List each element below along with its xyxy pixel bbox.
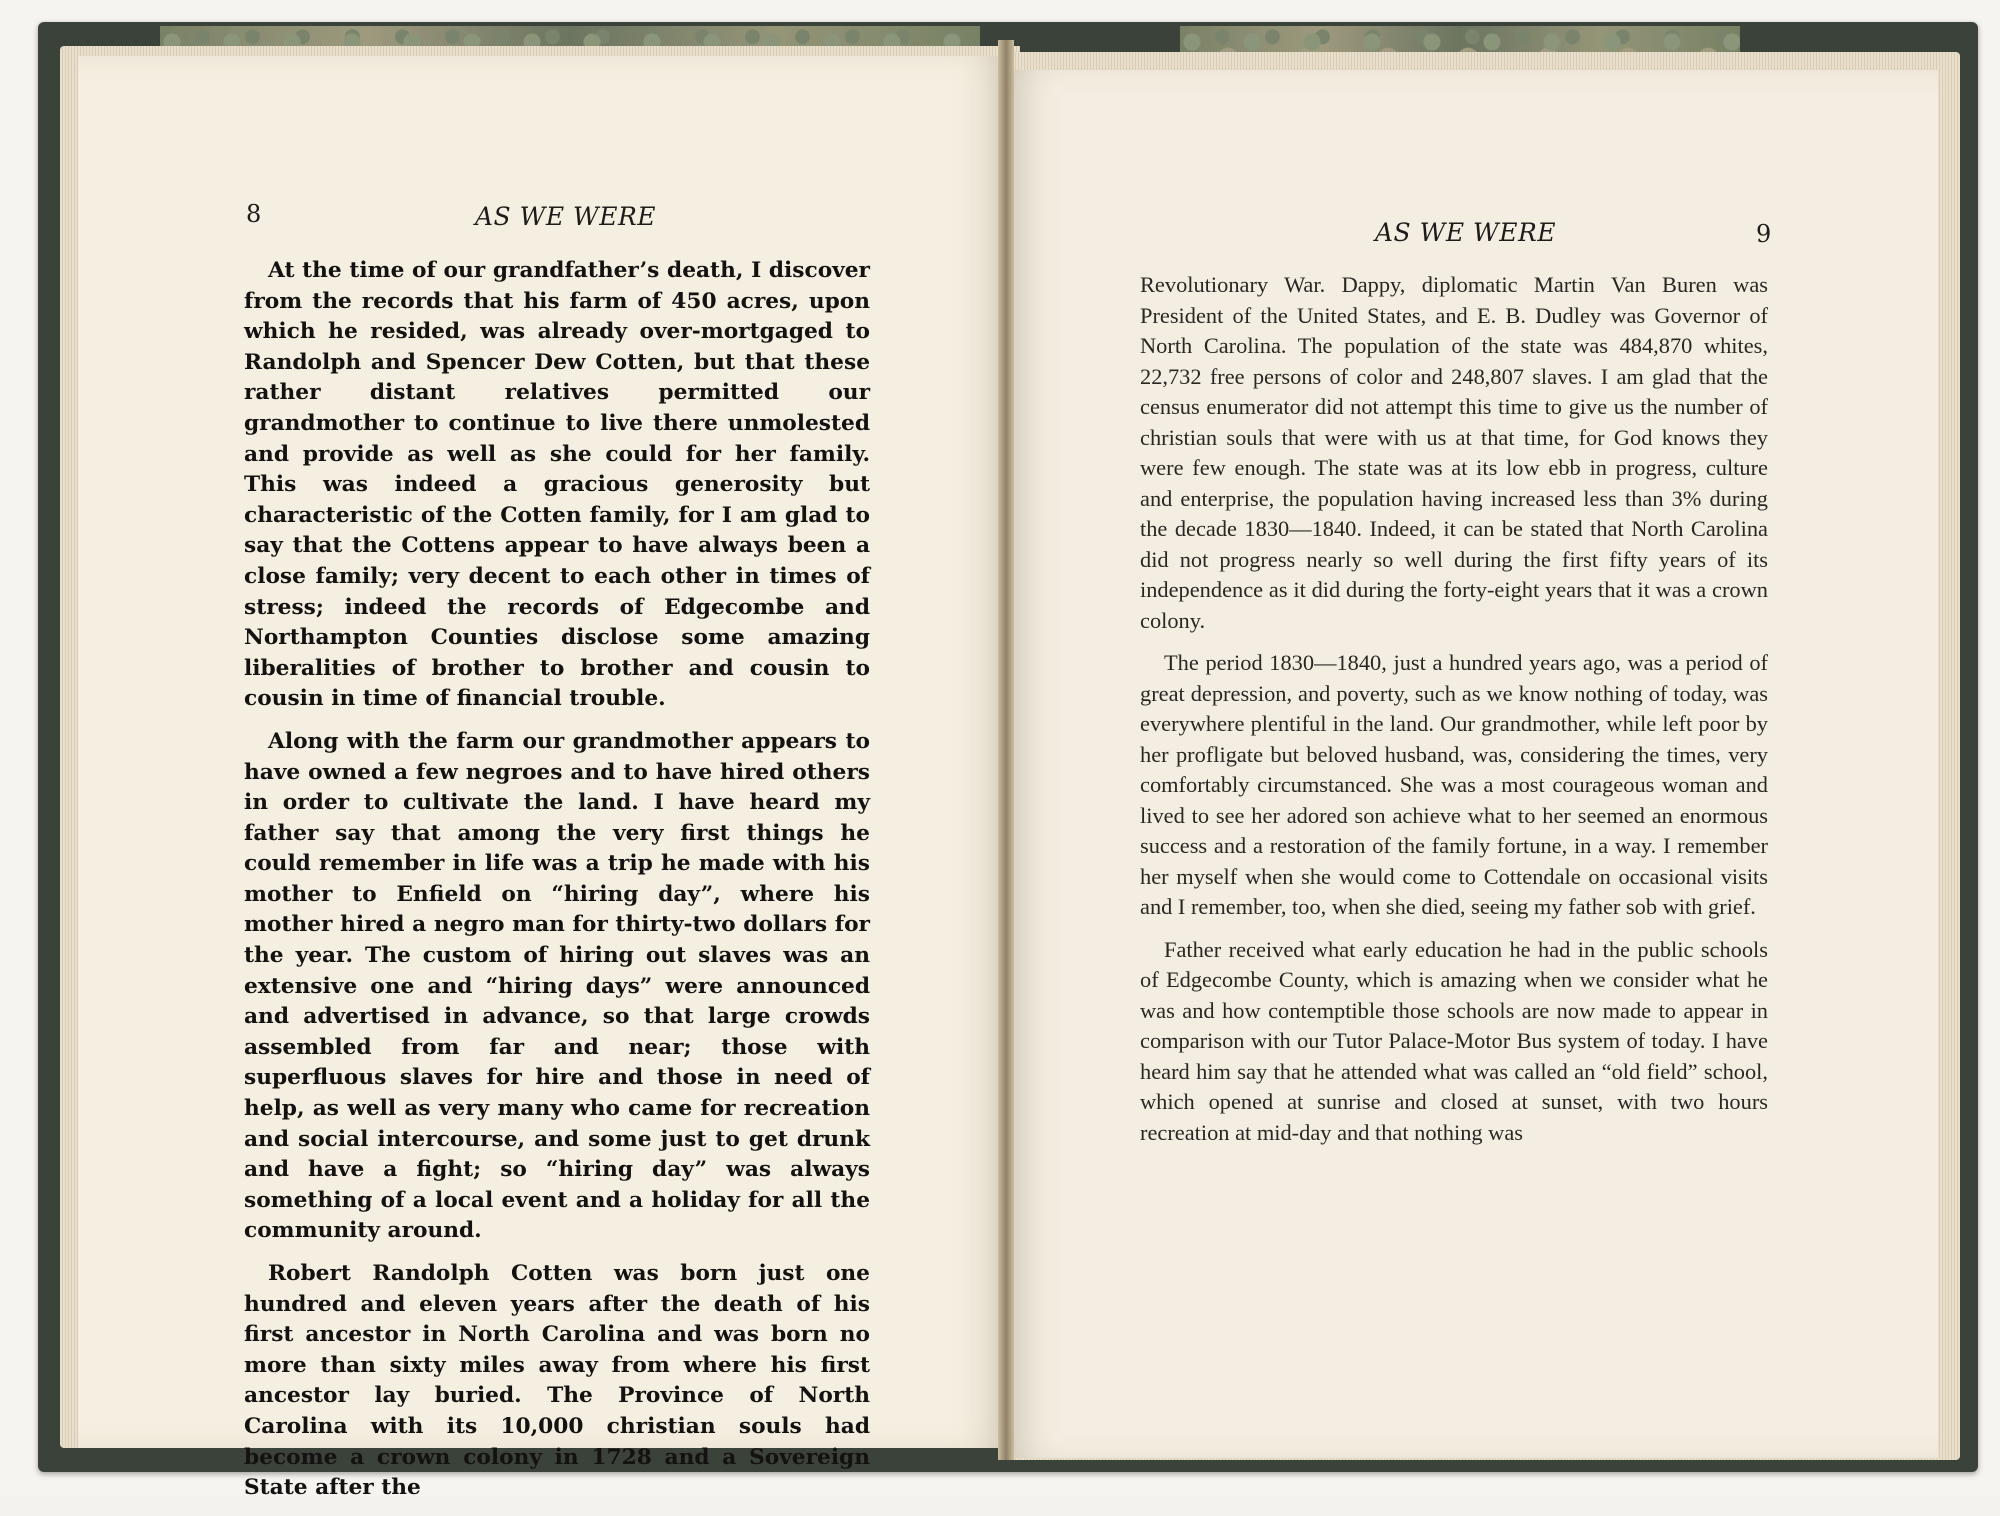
right-running-head: AS WE WERE (1375, 218, 1557, 247)
left-page-body (244, 256, 870, 1516)
left-paragraph-2: Along with the farm our grandmother appears to have owned a few negroes and to have hired others in order to cultivate the land. I have heard my father say that among the very first things he could remember in life was a trip he made with his mother to Enfield on “hiring day”, where his mother hired a negro man for thirty-two dollars for the year. The custom of hiring out slaves was an extensive one and “hiring days” were announced and advertised in advance, so that large crowds assembled from far and near; those with superfluous slaves for hire and those in need of help, as well as very many who came for recreation and social intercourse, and some just to get drunk and have a fight; so “hiring day” was always something of a local event and a holiday for all the community around. (244, 728, 870, 1244)
left-paragraph-1: At the time of our grandfather’s death, I discover from the records that his farm of 450 acres, upon which he resided, was already over-mortgaged to Randolph and Spencer Dew Cotten, but that these rather distant relatives permitted our grandmother to continue to live there unmolested and provide as well as she could for her family. This was indeed a gracious generosity but characteristic of the Cotten family, for I am glad to say that the Cottens appear to have always been a close family; very decent to each other in times of stress; indeed the records of Edgecombe and Northampton Counties disclose some amazing liberalities of brother to brother and cousin to cousin in time of financial trouble. (244, 258, 870, 712)
right-page-body (1140, 270, 1768, 1160)
right-paragraph-3: Father received what early education he had in the public schools of Edgecombe County, which is amazing when we consider what he was and how contemptible those schools are now made to appear in comparison with our Tutor Palace-Motor Bus system of today. I have heard him say that he attended what was called an “old field” school, which opened at sunrise and closed at sunset, with two hours recreation at mid-day and that nothing was (1140, 936, 1768, 1145)
left-page-number: 8 (246, 200, 262, 228)
left-paragraph-3: Robert Randolph Cotten was born just one hundred and eleven years after the death of his first ancestor in North Carolina and was born no more than sixty miles away from where his first ancestor lay buried. The Province of North Carolina with its 10,000 christian souls had become a crown colony in 1728 and a Sovereign State after the (244, 1261, 870, 1501)
right-page-number: 9 (1756, 220, 1772, 248)
right-paragraph-1: Revolutionary War. Dappy, diplomatic Martin Van Buren was President of the United States, and E. B. Dudley was Governor of North Carolina. The population of the state was 484,870 whites, 22,732 free persons of color and 248,807 slaves. I am glad that the census enumerator did not attempt this time to give us the number of christian souls that were with us at that time, for God knows they were few enough. The state was at its low ebb in progress, culture and enterprise, the population having increased less than 3% during the decade 1830—1840. Indeed, it can be stated that North Carolina did not progress nearly so well during the first fifty years of its independence as it did during the forty-eight years that it was a crown colony. (1140, 272, 1768, 633)
left-running-head: AS WE WERE (475, 202, 657, 231)
right-paragraph-2: The period 1830—1840, just a hundred years ago, was a period of great depression, and poverty, such as we know nothing of today, was everywhere plentiful in the land. Our grandmother, while left poor by her profligate but beloved husband, was, considering the times, very comfortably circumstanced. She was a most courageous woman and lived to see her adored son achieve what to her seemed an enormous success and a restoration of the family fortune, in a way. I remember her myself when she would come to Cottendale on occasional visits and I remember, too, when she died, seeing my father sob with grief. (1140, 650, 1768, 919)
book-gutter (998, 40, 1014, 1460)
